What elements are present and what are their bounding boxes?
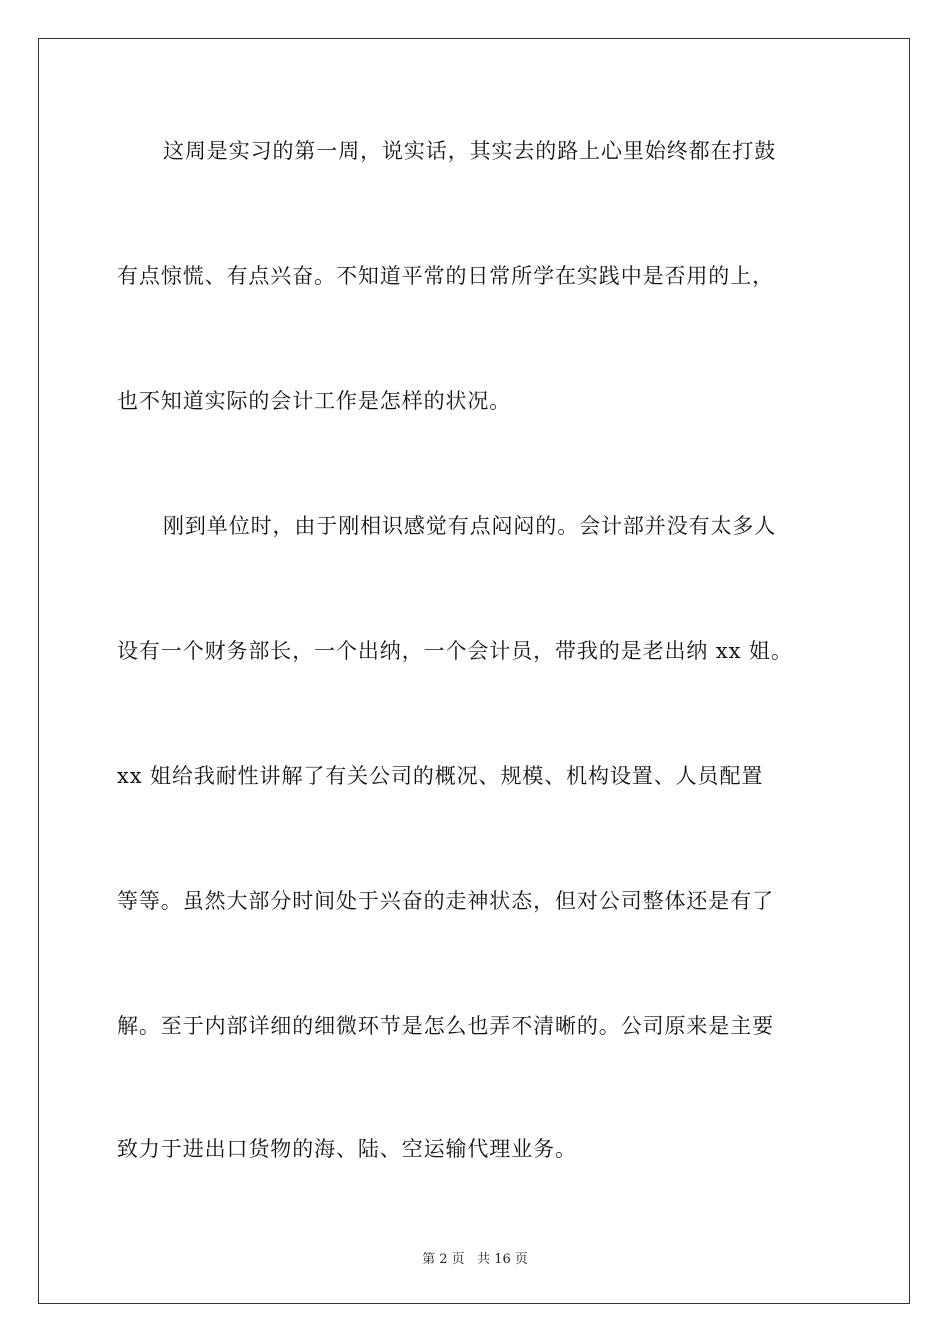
paragraph-line: 也不知道实际的会计工作是怎样的状况。	[117, 389, 512, 413]
paragraph-line: 致力于进出口货物的海、陆、空运输代理业务。	[117, 1137, 577, 1161]
paragraph-line: 有点惊慌、有点兴奋。不知道平常的日常所学在实践中是否用的上，	[117, 264, 774, 288]
page-border	[38, 38, 910, 1304]
paragraph-line: 这周是实习的第一周，说实话，其实去的路上心里始终都在打鼓	[163, 139, 777, 163]
paragraph-line: 解。至于内部详细的细微环节是怎么也弄不清晰的。公司原来是主要	[117, 1014, 774, 1038]
paragraph-line: 等等。虽然大部分时间处于兴奋的走神状态，但对公司整体还是有了	[117, 889, 774, 913]
page-number-footer: 第 2 页 共 16 页	[422, 1252, 528, 1267]
paragraph-line: xx 姐给我耐性讲解了有关公司的概况、规模、机构设置、人员配置	[117, 764, 764, 788]
paragraph-line: 设有一个财务部长，一个出纳，一个会计员，带我的是老出纳 xx 姐。	[117, 639, 793, 663]
paragraph-line: 刚到单位时，由于刚相识感觉有点闷闷的。会计部并没有太多人	[163, 514, 777, 538]
